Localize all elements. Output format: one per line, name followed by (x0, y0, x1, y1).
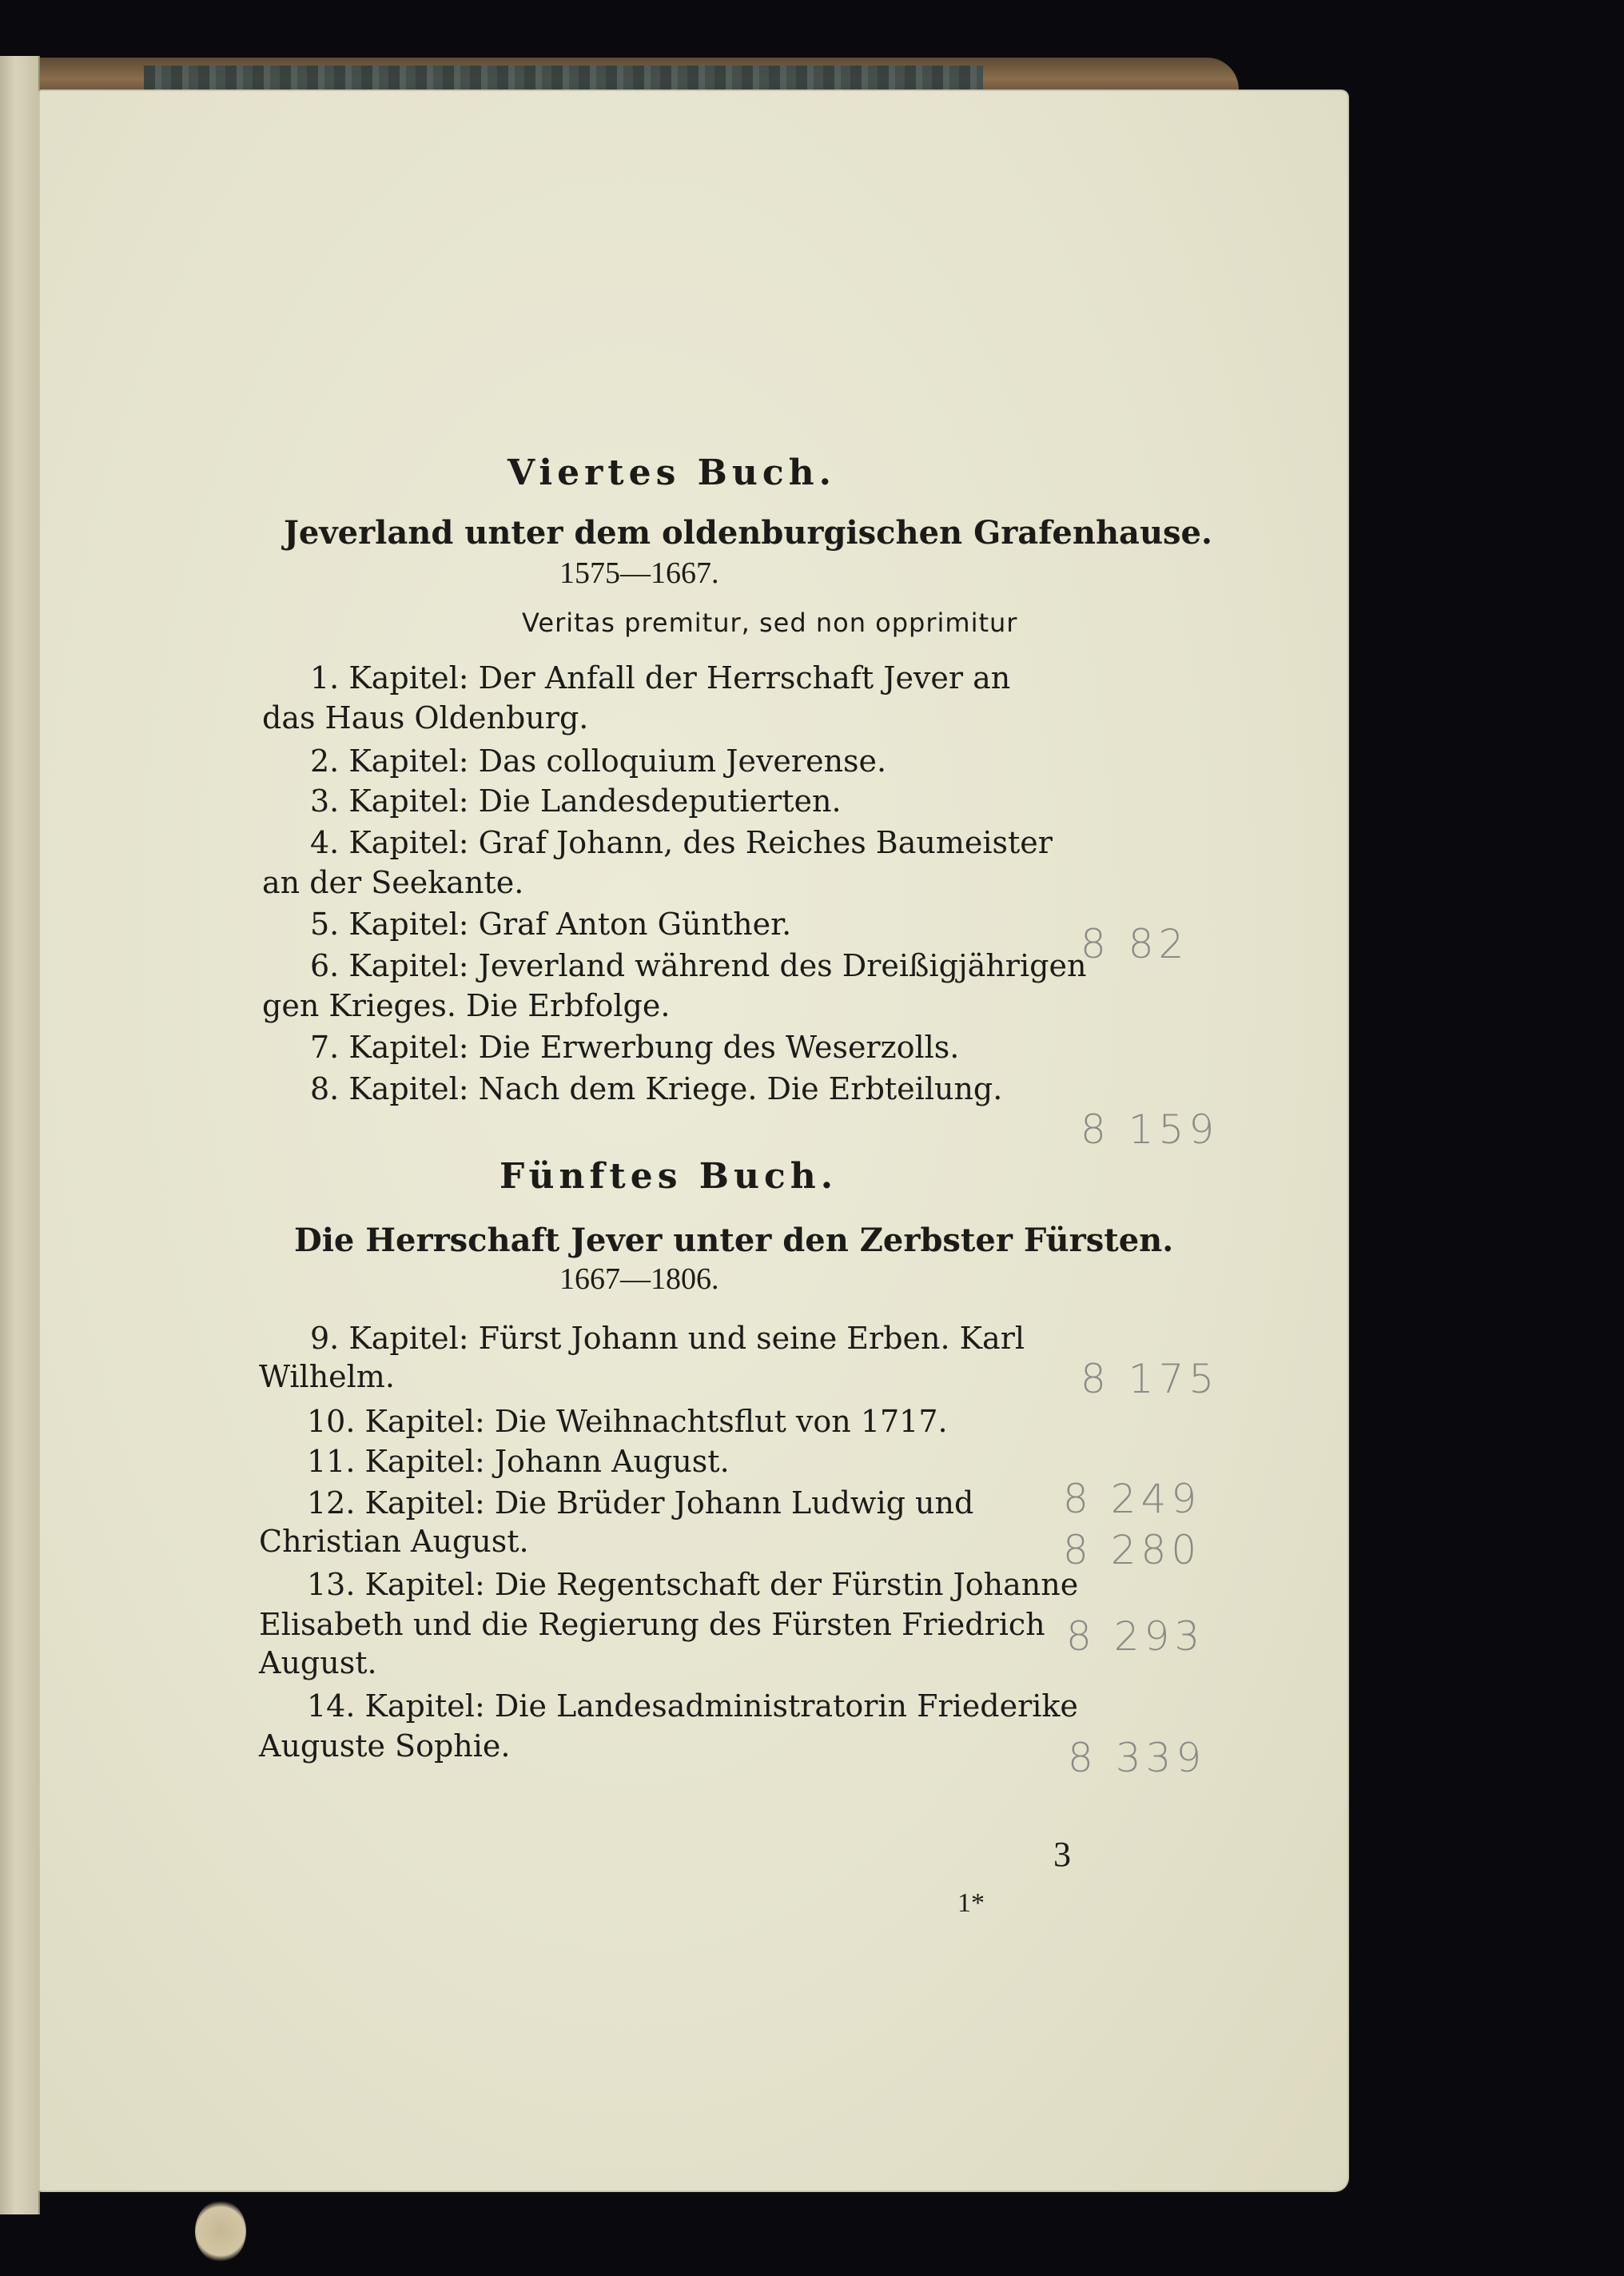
book5-years: 1667—1806. (559, 1262, 719, 1296)
toc-entry-4-cont: an der Seekante. (262, 865, 524, 900)
book4-subtitle: Jeverland unter dem oldenburgischen Grafenhause. (284, 514, 1212, 552)
toc-entry-13-cont: Elisabeth und die Regierung des Fürsten Friedrich (259, 1607, 1045, 1642)
toc-entry-3: 3. Kapitel: Die Landesdeputierten. (310, 783, 842, 819)
toc-entry-1-cont: das Haus Oldenburg. (262, 700, 589, 735)
toc-entry-2: 2. Kapitel: Das colloquium Jeverense. (310, 743, 887, 779)
toc-entry-14-cont: Auguste Sophie. (259, 1728, 511, 1764)
signature-mark: 1* (957, 1888, 985, 1918)
toc-entry-10: 10. Kapitel: Die Weihnachtsflut von 1717. (307, 1404, 948, 1439)
book4-years: 1575—1667. (559, 556, 719, 590)
toc-entry-9: 9. Kapitel: Fürst Johann und seine Erben. Karl (310, 1321, 1025, 1356)
book4-heading: Viertes Buch. (508, 452, 836, 493)
toc-entry-9-cont: Wilhelm. (259, 1359, 395, 1394)
margin-note-249: 8 249 (1063, 1476, 1202, 1522)
toc-entry-6: 6. Kapitel: Jeverland während des Dreißigjährigen (310, 948, 1087, 983)
book-page-edges (0, 56, 40, 2214)
paper-stain (195, 2200, 246, 2262)
toc-entry-13-cont2: August. (259, 1645, 377, 1680)
margin-note-293: 8 293 (1066, 1613, 1205, 1660)
book4-motto: Veritas premitur, sed non opprimitur (522, 608, 1018, 638)
page-number: 3 (1053, 1835, 1071, 1874)
toc-entry-5: 5. Kapitel: Graf Anton Günther. (310, 907, 792, 942)
margin-note-280: 8 280 (1063, 1527, 1202, 1573)
book5-heading: Fünftes Buch. (500, 1156, 838, 1197)
toc-entry-8: 8. Kapitel: Nach dem Kriege. Die Erbteilung. (310, 1071, 1003, 1106)
toc-entry-6-cont: gen Krieges. Die Erbfolge. (262, 988, 671, 1023)
book5-subtitle: Die Herrschaft Jever unter den Zerbster Fürsten. (294, 1222, 1174, 1259)
margin-note-339: 8 339 (1068, 1735, 1207, 1781)
toc-entry-14: 14. Kapitel: Die Landesadministratorin Friederike (307, 1688, 1078, 1724)
toc-entry-7: 7. Kapitel: Die Erwerbung des Weserzolls. (310, 1030, 960, 1065)
toc-entry-11: 11. Kapitel: Johann August. (307, 1444, 730, 1479)
margin-note-175: 8 175 (1081, 1356, 1220, 1402)
toc-entry-12: 12. Kapitel: Die Brüder Johann Ludwig und (307, 1485, 974, 1521)
toc-entry-1: 1. Kapitel: Der Anfall der Herrschaft Jever an (310, 660, 1011, 696)
toc-entry-4: 4. Kapitel: Graf Johann, des Reiches Baumeister (310, 825, 1053, 860)
margin-note-159: 8 159 (1081, 1106, 1220, 1153)
toc-entry-13: 13. Kapitel: Die Regentschaft der Fürstin Johanne (307, 1567, 1079, 1602)
margin-note-82: 8 82 (1081, 921, 1189, 967)
toc-entry-12-cont: Christian August. (259, 1524, 529, 1559)
